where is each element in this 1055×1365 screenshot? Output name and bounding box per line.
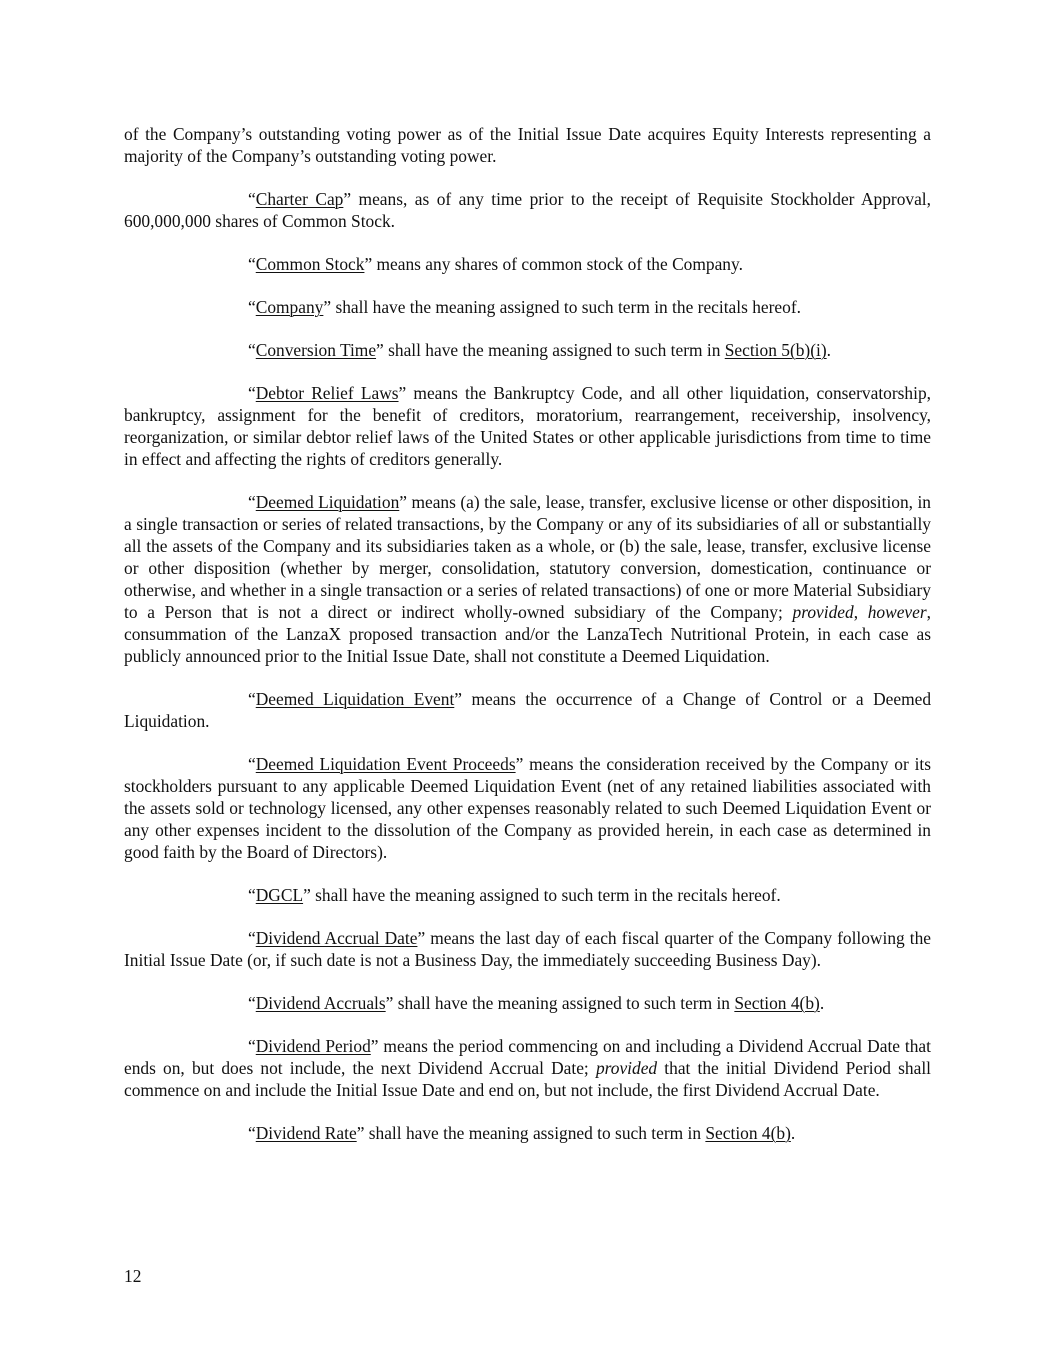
open-quote: “ (248, 340, 256, 360)
definition-company (124, 296, 931, 318)
open-quote: “ (248, 1036, 256, 1056)
definition-dgcl (124, 884, 931, 906)
definition-body: ” means the consideration received by the Company or its stockholders pursuant to any applicable Deemed Liquidation Event (net of any retained liabilities associated with the assets sold or technology licensed, any other expenses reasonably related to such Deemed Liquidation Event or any other expenses incident to the dissolution of the Company as provided herein, in each case as determined in good faith by the Board of Directors). (124, 754, 932, 862)
open-quote: “ (248, 492, 256, 512)
definition-dividend-rate (124, 1122, 931, 1144)
definition-dividend-period (124, 1035, 931, 1101)
defined-term: Deemed Liquidation Event Proceeds (255, 754, 516, 774)
separator: , (853, 602, 868, 622)
defined-term: Conversion Time (255, 340, 377, 360)
definition-charter-cap (124, 188, 931, 232)
definition-body: ” means the occurrence of a Change of Control or a Deemed Liquidation. (124, 689, 932, 731)
open-quote: “ (248, 254, 256, 274)
definition-debtor-relief-laws (124, 382, 931, 470)
definition-body: ” means the period commencing on and including a Dividend Accrual Date that ends on, but does not include, the next Dividend Accrual Date; (124, 1036, 931, 1078)
definition-dividend-accruals (124, 992, 931, 1014)
open-quote: “ (248, 993, 256, 1013)
open-quote: “ (248, 754, 256, 774)
definition-body-continued: , consummation of the LanzaX proposed transaction and/or the LanzaTech Nutritional Protein, in each case as publicly announced prior to the Initial Issue Date, shall not constitute a Deemed Liquidation. (124, 602, 931, 666)
intro-paragraph (124, 123, 931, 167)
defined-term: Dividend Rate (255, 1123, 357, 1143)
defined-term: Dividend Accruals (255, 993, 386, 1013)
definition-body: ” means any shares of common stock of the Company. (364, 254, 743, 274)
definition-body-continued: that the initial Dividend Period shall commence on and include the Initial Issue Date and end on, but not include, the first Dividend Accrual Date. (124, 1058, 931, 1100)
defined-term: Deemed Liquidation (255, 492, 400, 512)
open-quote: “ (248, 383, 256, 403)
page-number: 12 (124, 1266, 142, 1286)
open-quote: “ (248, 297, 256, 317)
intro-text: of the Company’s outstanding voting power as of the Initial Issue Date acquires Equity Interests representing a majority of the Company’s outstanding voting power. (124, 124, 931, 166)
open-quote: “ (248, 885, 256, 905)
open-quote: “ (248, 189, 256, 209)
open-quote: “ (248, 689, 256, 709)
italic-provided: provided (595, 1058, 658, 1078)
italic-provided: provided (792, 602, 854, 622)
section-reference: Section 4(b) (705, 1123, 791, 1143)
section-reference: Section 4(b) (734, 993, 820, 1013)
definition-deemed-liquidation-event-proceeds (124, 753, 931, 863)
definition-dividend-accrual-date (124, 927, 931, 971)
definition-deemed-liquidation-event (124, 688, 931, 732)
definition-tail: . (819, 993, 825, 1013)
defined-term: Common Stock (255, 254, 365, 274)
defined-term: DGCL (255, 885, 304, 905)
defined-term: Debtor Relief Laws (255, 383, 399, 403)
defined-term: Dividend Period (255, 1036, 371, 1056)
definition-body: ” means (a) the sale, lease, transfer, exclusive license or other disposition, in a single transaction or series of related transactions, by the Company or any of its subsidiaries of all or substantially all the assets of the Company and its subsidiaries taken as a whole, or (b) the sale, lease, transfer, exclusive license or other disposition (whether by merger, consolidation, statutory conversion, domestication, continuance or otherwise, and whether in a single transaction or a series of related transactions) of one or more Material Subsidiary to a Person that is not a direct or indirect wholly-owned subsidiary of the Company; (124, 492, 932, 622)
defined-term: Deemed Liquidation Event (255, 689, 455, 709)
defined-term: Charter Cap (255, 189, 344, 209)
definition-body: ” shall have the meaning assigned to such term in (376, 340, 725, 360)
definition-body: ” means the Bankruptcy Code, and all other liquidation, conservatorship, bankruptcy, assignment for the benefit of creditors, moratorium, rearrangement, receivership, insolvency, reorganization, or similar debtor relief laws of the United States or other applicable jurisdictions from time to time in effect and affecting the rights of creditors generally. (124, 383, 931, 469)
definition-body: ” shall have the meaning assigned to such term in the recitals hereof. (303, 885, 781, 905)
definition-conversion-time (124, 339, 931, 361)
document-page (124, 123, 931, 1165)
definition-deemed-liquidation (124, 491, 931, 667)
defined-term: Company (255, 297, 324, 317)
open-quote: “ (248, 1123, 256, 1143)
open-quote: “ (248, 928, 256, 948)
definition-body: ” shall have the meaning assigned to such term in the recitals hereof. (323, 297, 801, 317)
definition-body: ” shall have the meaning assigned to such term in (385, 993, 735, 1013)
definition-common-stock (124, 253, 931, 275)
definition-body: ” shall have the meaning assigned to such term in (356, 1123, 706, 1143)
italic-however: however (867, 602, 927, 622)
definition-tail: . (790, 1123, 796, 1143)
definition-body: ” means the last day of each fiscal quarter of the Company following the Initial Issue Date (or, if such date is not a Business Day, the immediately succeeding Business Day). (124, 928, 931, 970)
definition-tail: . (826, 340, 831, 360)
section-reference: Section 5(b)(i) (724, 340, 827, 360)
defined-term: Dividend Accrual Date (255, 928, 418, 948)
definition-body: ” means, as of any time prior to the receipt of Requisite Stockholder Approval, 600,000,000 shares of Common Stock. (124, 189, 931, 231)
